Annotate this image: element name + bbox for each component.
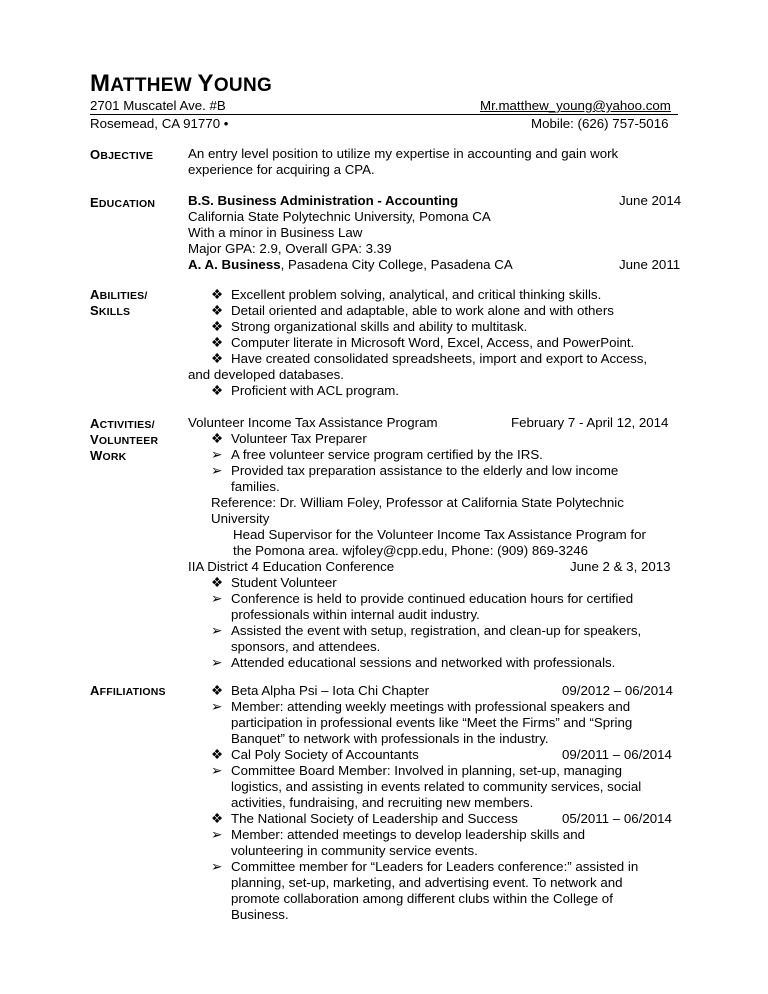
iia-date: June 2 & 3, 2013 xyxy=(570,559,671,574)
vita-title: Volunteer Income Tax Assistance Program xyxy=(188,415,438,430)
arrow-bullet-icon: ➢ xyxy=(211,463,223,478)
gpa-line: Major GPA: 2.9, Overall GPA: 3.39 xyxy=(188,241,392,256)
objective-heading: OBJECTIVE xyxy=(90,147,154,162)
arrow-bullet-icon: ➢ xyxy=(211,655,223,670)
diamond-bullet-icon: ❖ xyxy=(211,575,223,590)
list-item-continuation: promote collaboration among different clubs within the College of xyxy=(231,891,613,906)
arrow-bullet-icon: ➢ xyxy=(211,447,223,462)
list-item: ➢ Provided tax preparation assistance to the elderly and low income xyxy=(211,463,619,478)
list-item: ➢ Committee member for “Leaders for Leaders conference:” assisted in xyxy=(211,859,639,874)
degree-bs-date: June 2014 xyxy=(619,193,682,208)
list-item: ❖ Proficient with ACL program. xyxy=(211,383,400,398)
objective-text-line2: experience for acquiring a CPA. xyxy=(188,162,375,177)
list-item-continuation: professionals within internal audit industry. xyxy=(231,607,480,622)
diamond-bullet-icon: ❖ xyxy=(211,287,223,302)
university-line: California State Polytechnic University, Pomona CA xyxy=(188,209,491,224)
arrow-bullet-icon: ➢ xyxy=(211,827,223,842)
degree-bs: B.S. Business Administration - Accounting xyxy=(188,193,459,208)
reference-line1: Reference: Dr. William Foley, Professor at California State Polytechnic xyxy=(211,495,624,510)
list-item: ➢ Attended educational sessions and networked with professionals. xyxy=(211,655,616,670)
list-item-continuation: Banquet” to network with professionals in the industry. xyxy=(231,731,549,746)
arrow-bullet-icon: ➢ xyxy=(211,763,223,778)
list-item-continuation: volunteering in community service events. xyxy=(231,843,478,858)
list-item-continuation: participation in professional events like “Meet the Firms” and “Spring xyxy=(231,715,633,730)
diamond-bullet-icon: ❖ xyxy=(211,303,223,318)
list-item-continuation: logistics, and assisting in events related to community services, social xyxy=(231,779,642,794)
address-line2: Rosemead, CA 91770 • xyxy=(90,116,229,131)
list-item: ❖ Student Volunteer xyxy=(211,575,337,590)
phone-number: Mobile: (626) 757-5016 xyxy=(531,116,669,131)
list-item-continuation: and developed databases. xyxy=(188,367,344,382)
skills-heading: SKILLS xyxy=(90,303,131,318)
list-item-continuation: activities, fundraising, and recruiting new members. xyxy=(231,795,534,810)
list-item: ➢ Conference is held to provide continued education hours for certified xyxy=(211,591,634,606)
list-item: ❖ The National Society of Leadership and Success xyxy=(211,811,518,826)
objective-text-line1: An entry level position to utilize my expertise in accounting and gain work xyxy=(188,146,619,161)
list-item: ❖ Strong organizational skills and ability to multitask. xyxy=(211,319,528,334)
work-heading: WORK xyxy=(90,448,127,463)
vita-date: February 7 - April 12, 2014 xyxy=(511,415,669,430)
list-item-continuation: sponsors, and attendees. xyxy=(231,639,381,654)
degree-aa-date: June 2011 xyxy=(619,257,681,272)
reference-line4: the Pomona area. wjfoley@cpp.edu, Phone: (909) 869-3246 xyxy=(233,543,589,558)
cpsa-date: 09/2011 – 06/2014 xyxy=(562,747,672,762)
list-item: ❖ Have created consolidated spreadsheets, import and export to Access, xyxy=(211,351,648,366)
nsls-date: 05/2011 – 06/2014 xyxy=(562,811,672,826)
diamond-bullet-icon: ❖ xyxy=(211,683,223,698)
diamond-bullet-icon: ❖ xyxy=(211,319,223,334)
list-item: ❖ Volunteer Tax Preparer xyxy=(211,431,367,446)
list-item: ➢ Assisted the event with setup, registration, and clean-up for speakers, xyxy=(211,623,642,638)
bap-date: 09/2012 – 06/2014 xyxy=(562,683,673,698)
address-line1: 2701 Muscatel Ave. #B xyxy=(90,98,226,113)
arrow-bullet-icon: ➢ xyxy=(211,699,223,714)
abilities-heading: ABILITIES/ xyxy=(90,287,148,302)
iia-title: IIA District 4 Education Conference xyxy=(188,559,395,574)
degree-aa: A. A. Business, Pasadena City College, Pasadena CA xyxy=(188,257,513,272)
reference-line2: University xyxy=(211,511,270,526)
arrow-bullet-icon: ➢ xyxy=(211,591,223,606)
list-item-continuation: Business. xyxy=(231,907,289,922)
volunteer-heading: VOLUNTEER xyxy=(90,432,159,447)
list-item: ❖ Beta Alpha Psi – Iota Chi Chapter xyxy=(211,683,430,698)
list-item: ➢ A free volunteer service program certified by the IRS. xyxy=(211,447,543,462)
activities-heading: ACTIVITIES/ xyxy=(90,416,155,431)
list-item: ❖ Computer literate in Microsoft Word, Excel, Access, and PowerPoint. xyxy=(211,335,635,350)
diamond-bullet-icon: ❖ xyxy=(211,335,223,350)
diamond-bullet-icon: ❖ xyxy=(211,811,223,826)
education-heading: EDUCATION xyxy=(90,195,156,210)
minor-line: With a minor in Business Law xyxy=(188,225,363,240)
list-item: ❖ Detail oriented and adaptable, able to work alone and with others xyxy=(211,303,614,318)
reference-line3: Head Supervisor for the Volunteer Income Tax Assistance Program for xyxy=(233,527,646,542)
diamond-bullet-icon: ❖ xyxy=(211,431,223,446)
list-item: ➢ Committee Board Member: Involved in planning, set-up, managing xyxy=(211,763,622,778)
list-item: ❖ Cal Poly Society of Accountants xyxy=(211,747,419,762)
diamond-bullet-icon: ❖ xyxy=(211,747,223,762)
affiliations-heading: AFFILIATIONS xyxy=(90,683,166,698)
candidate-name: MATTHEW YOUNG xyxy=(90,70,273,97)
list-item: ➢ Member: attending weekly meetings with professional speakers and xyxy=(211,699,631,714)
email-link[interactable]: Mr.matthew_young@yahoo.com xyxy=(480,98,671,113)
arrow-bullet-icon: ➢ xyxy=(211,859,223,874)
list-item: ❖ Excellent problem solving, analytical, and critical thinking skills. xyxy=(211,287,602,302)
diamond-bullet-icon: ❖ xyxy=(211,383,223,398)
diamond-bullet-icon: ❖ xyxy=(211,351,223,366)
list-item-continuation: families. xyxy=(231,479,280,494)
header-divider xyxy=(90,114,678,115)
list-item-continuation: planning, set-up, marketing, and advertising event. To network and xyxy=(231,875,623,890)
list-item: ➢ Member: attended meetings to develop leadership skills and xyxy=(211,827,586,842)
arrow-bullet-icon: ➢ xyxy=(211,623,223,638)
